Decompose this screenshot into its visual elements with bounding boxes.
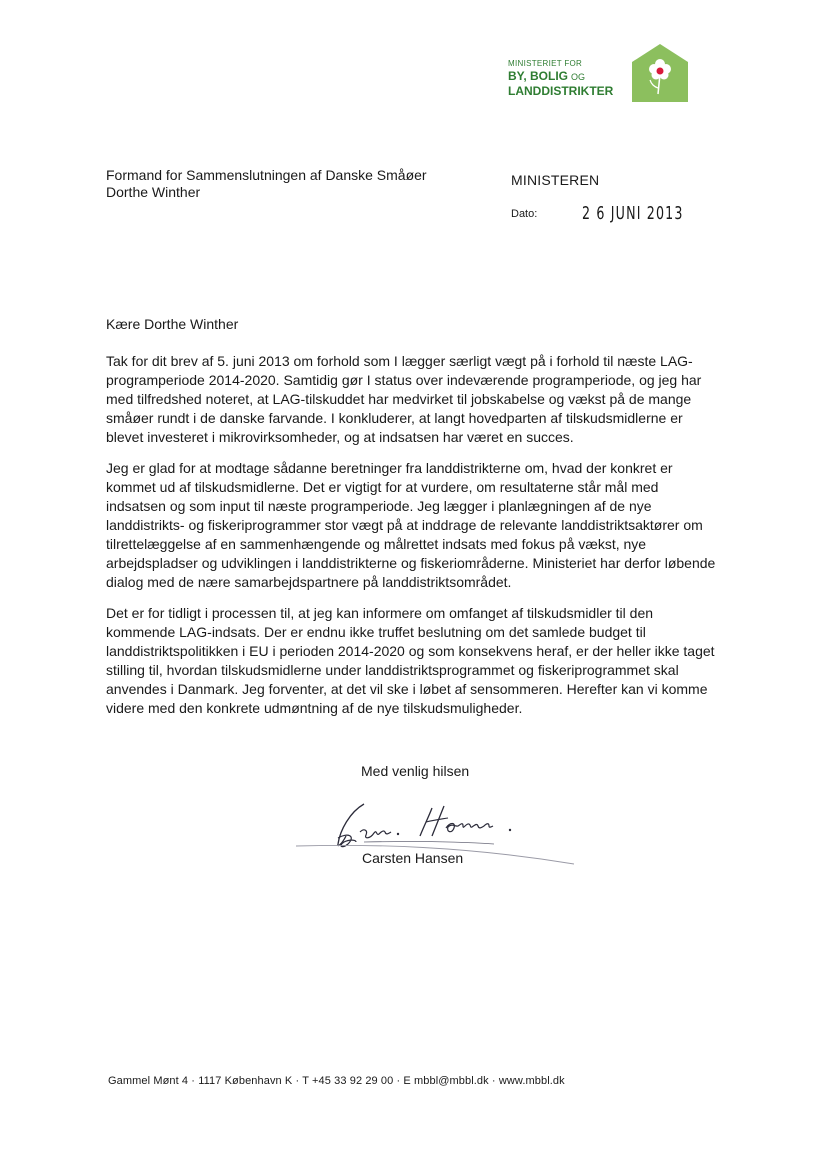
sender-title: MINISTEREN: [511, 172, 600, 188]
paragraph-1: Tak for dit brev af 5. juni 2013 om forhold som I lægger særligt vægt på i forhold til næste LAG-programperiode 2014-2020. Samtidig gør I status over indeværende programperiode, og jeg har med tilfredshed noteret, at LAG-tilskuddet har medvirket til jobskabelse og vækst på de mange småøer rundt i de danske farvande. I konkluderer, at langt hovedparten af tilskudsmidlerne er blevet investeret i mikrovirksomheder, og at indsatsen har været en succes.: [106, 353, 702, 445]
recipient-line-2: Dorthe Winther: [106, 184, 201, 200]
logo-line-3: LANDDISTRIKTER: [508, 84, 614, 98]
logo-text: [508, 58, 632, 98]
date-stamp: 2 6 JUNI 2013: [582, 203, 684, 224]
signature-name: Carsten Hansen: [362, 850, 464, 866]
logo-line-2-small: OG: [571, 72, 586, 82]
logo-line-2: [508, 69, 632, 84]
logo-line-2-main: BY, BOLIG: [508, 69, 569, 83]
ministry-logo: [508, 44, 688, 104]
paragraph-3: Det er for tidligt i processen til, at jeg kan informere om omfanget af tilskudsmidler til den kommende LAG-indsats. Der er endnu ikke truffet beslutning om det samlede budget til landdistriktspolitikken i EU i perioden 2014-2020 og som konsekvens heraf, er der heller ikke taget stilling til, hvordan tilskudsmidlerne under landdistriktsprogrammet og fiskeriprogrammet skal anvendes i Danmark. Jeg forventer, at det vil ske i løbet af sensommeren. Herefter kan vi komme videre med den konkrete udmøntning af de nye tilskudsmuligheder.: [106, 605, 715, 716]
paragraph-2: Jeg er glad for at modtage sådanne beretninger fra landdistrikterne om, hvad der konkret er kommet ud af tilskudsmidlerne. Det er vigtigt for at vurdere, om resultaterne står mål med indsatsen og som input til næste programperiode. Jeg lægger i planlægningen af de nye landdistrikts- og fiskeriprogrammer stor vægt på at inddrage de relevante landdistriktsaktører om tilrettelæggelse af en sammenhængende og målrettet indsats med fokus på vækst, nye arbejdspladser og udviklingen i landdistrikterne og fiskeriområderne. Ministeriet har derfor løbende dialog med de nære samarbejdspartnere på landdistriktsområdet.: [106, 460, 716, 590]
logo-line-1: MINISTERIET FOR: [508, 59, 583, 68]
closing: Med venlig hilsen: [361, 763, 470, 779]
greeting: Kære Dorthe Winther: [106, 316, 239, 332]
recipient-line-1: Formand for Sammenslutningen af Danske Småøer: [106, 167, 427, 183]
recipient-block: [106, 167, 427, 201]
date-label: Dato:: [511, 208, 538, 220]
footer-contact: Gammel Mønt 4 · 1117 København K · T +45 33 92 29 00 · E mbbl@mbbl.dk · www.mbbl.dk: [108, 1075, 565, 1087]
letter-body: [106, 352, 718, 730]
house-flower-icon: [632, 44, 688, 102]
